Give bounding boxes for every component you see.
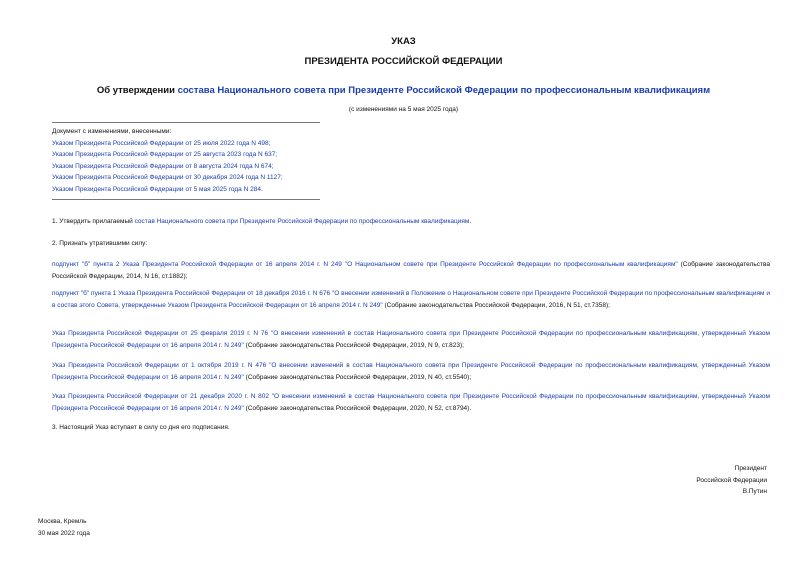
changes-note-text: (с изменениями на 5 мая 2025 года)	[348, 106, 459, 113]
repealed-item-4-link[interactable]: Указ Президента Российской Федерации от 1 октября 2019 г. N 476 "О внесении изменений в состав Национального совета при Президенте Российской Федерации по профессиональным квалификациям, утвержденный Указом Президента Российской Федерации от 16 апреля 2014 г. N 249"	[52, 362, 770, 381]
decree-issuer	[0, 56, 807, 67]
paragraph-1-suffix: .	[469, 218, 472, 225]
decree-heading-text: УКАЗ	[391, 36, 416, 47]
document-title-prefix: Об утверждении	[96, 85, 178, 96]
amendments-heading: Документ с изменениями, внесенными:	[52, 128, 172, 135]
place-date: 30 мая 2022 года	[38, 529, 90, 537]
repealed-item-2-source: (Собрание законодательства Российской Федерации, 2016, N 51, ст.7358);	[382, 301, 610, 309]
place-city: Москва, Кремль	[38, 518, 87, 525]
document-title	[0, 85, 807, 96]
amendment-link[interactable]: Указом Президента Российской Федерации от 8 августа 2024 года N 674;	[52, 162, 274, 170]
place-and-date	[38, 516, 90, 539]
composition-link[interactable]: состав Национального совета при Президенте Российской Федерации по профессиональным квалификациям	[134, 218, 470, 225]
amendment-link[interactable]: Указом Президента Российской Федерации от 25 августа 2023 года N 637;	[52, 151, 278, 158]
paragraph-1-prefix: 1. Утвердить прилагаемый	[52, 218, 135, 225]
repealed-item-3	[52, 328, 770, 351]
amendment-link[interactable]: Указом Президента Российской Федерации от 25 июля 2022 года N 498;	[52, 139, 271, 147]
document-title-link[interactable]: состава Национального совета при Президенте Российской Федерации по профессиональным квалификациям	[177, 85, 711, 96]
repealed-item-5-source: (Собрание законодательства Российской Федерации, 2020, N 52, ст.8794).	[243, 404, 472, 412]
repealed-item-1-source: (Собрание законодательства Российской Федерации, 2014, N 16, ст.1882);	[52, 261, 770, 280]
signature-name: В.Путин	[742, 488, 767, 495]
repealed-item-5	[52, 391, 770, 414]
changes-note	[0, 106, 807, 113]
repealed-item-4	[52, 360, 770, 383]
amendment-link[interactable]: Указом Президента Российской Федерации от 30 декабря 2024 года N 1127;	[52, 174, 283, 181]
repealed-item-3-source: (Собрание законодательства Российской Федерации, 2019, N 9, ст.823);	[243, 341, 464, 349]
repealed-item-1	[52, 259, 770, 282]
decree-issuer-text: ПРЕЗИДЕНТА РОССИЙСКОЙ ФЕДЕРАЦИИ	[304, 56, 503, 67]
signature-title: Президент	[734, 465, 767, 472]
signature-block	[696, 463, 767, 498]
repealed-item-4-source: (Собрание законодательства Российской Федерации, 2019, N 40, ст.5540);	[243, 373, 472, 381]
amendments-box	[52, 122, 320, 200]
signature-country: Российской Федерации	[696, 476, 767, 484]
paragraph-3-text: 3. Настоящий Указ вступает в силу со дня его подписания.	[52, 424, 230, 431]
amendment-link[interactable]: Указом Президента Российской Федерации от 5 мая 2025 года N 284.	[52, 185, 263, 193]
paragraph-1	[52, 216, 770, 228]
repealed-item-2-link[interactable]: подпункт "б" пункта 1 Указа Президента Российской Федерации от 18 декабря 2016 г. N 676 "О внесении изменений в Положение о Национальном совете при Президенте Российской Федерации по профессиональным квалификациям и в состав этого Совета, утвержденные Указом Президента Российской Федерации от 16 апреля 2014 г. N 249"	[52, 290, 770, 309]
repealed-item-1-link[interactable]: подпункт "б" пункта 2 Указа Президента Российской Федерации от 16 апреля 2014 г. N 249 "О Национальном совете при Президенте Российской Федерации по профессиональным квалификациям"	[52, 261, 678, 268]
paragraph-2-text: 2. Признать утратившими силу:	[52, 240, 148, 247]
paragraph-2	[52, 238, 770, 250]
paragraph-3	[52, 422, 770, 434]
decree-heading	[0, 36, 807, 47]
repealed-item-5-link[interactable]: Указ Президента Российской Федерации от 21 декабря 2020 г. N 802 "О внесении изменений в состав Национального совета при Президенте Российской Федерации по профессиональным квалификациям, утвержденный Указом Президента Российской Федерации от 16 апреля 2014 г. N 249"	[52, 393, 770, 412]
repealed-item-2	[52, 288, 770, 311]
repealed-item-3-link[interactable]: Указ Президента Российской Федерации от 25 февраля 2019 г. N 76 "О внесении изменений в состав Национального совета при Президенте Российской Федерации по профессиональным квалификациям, утвержденный Указом Президента Российской Федерации от 16 апреля 2014 г. N 249"	[52, 330, 770, 349]
